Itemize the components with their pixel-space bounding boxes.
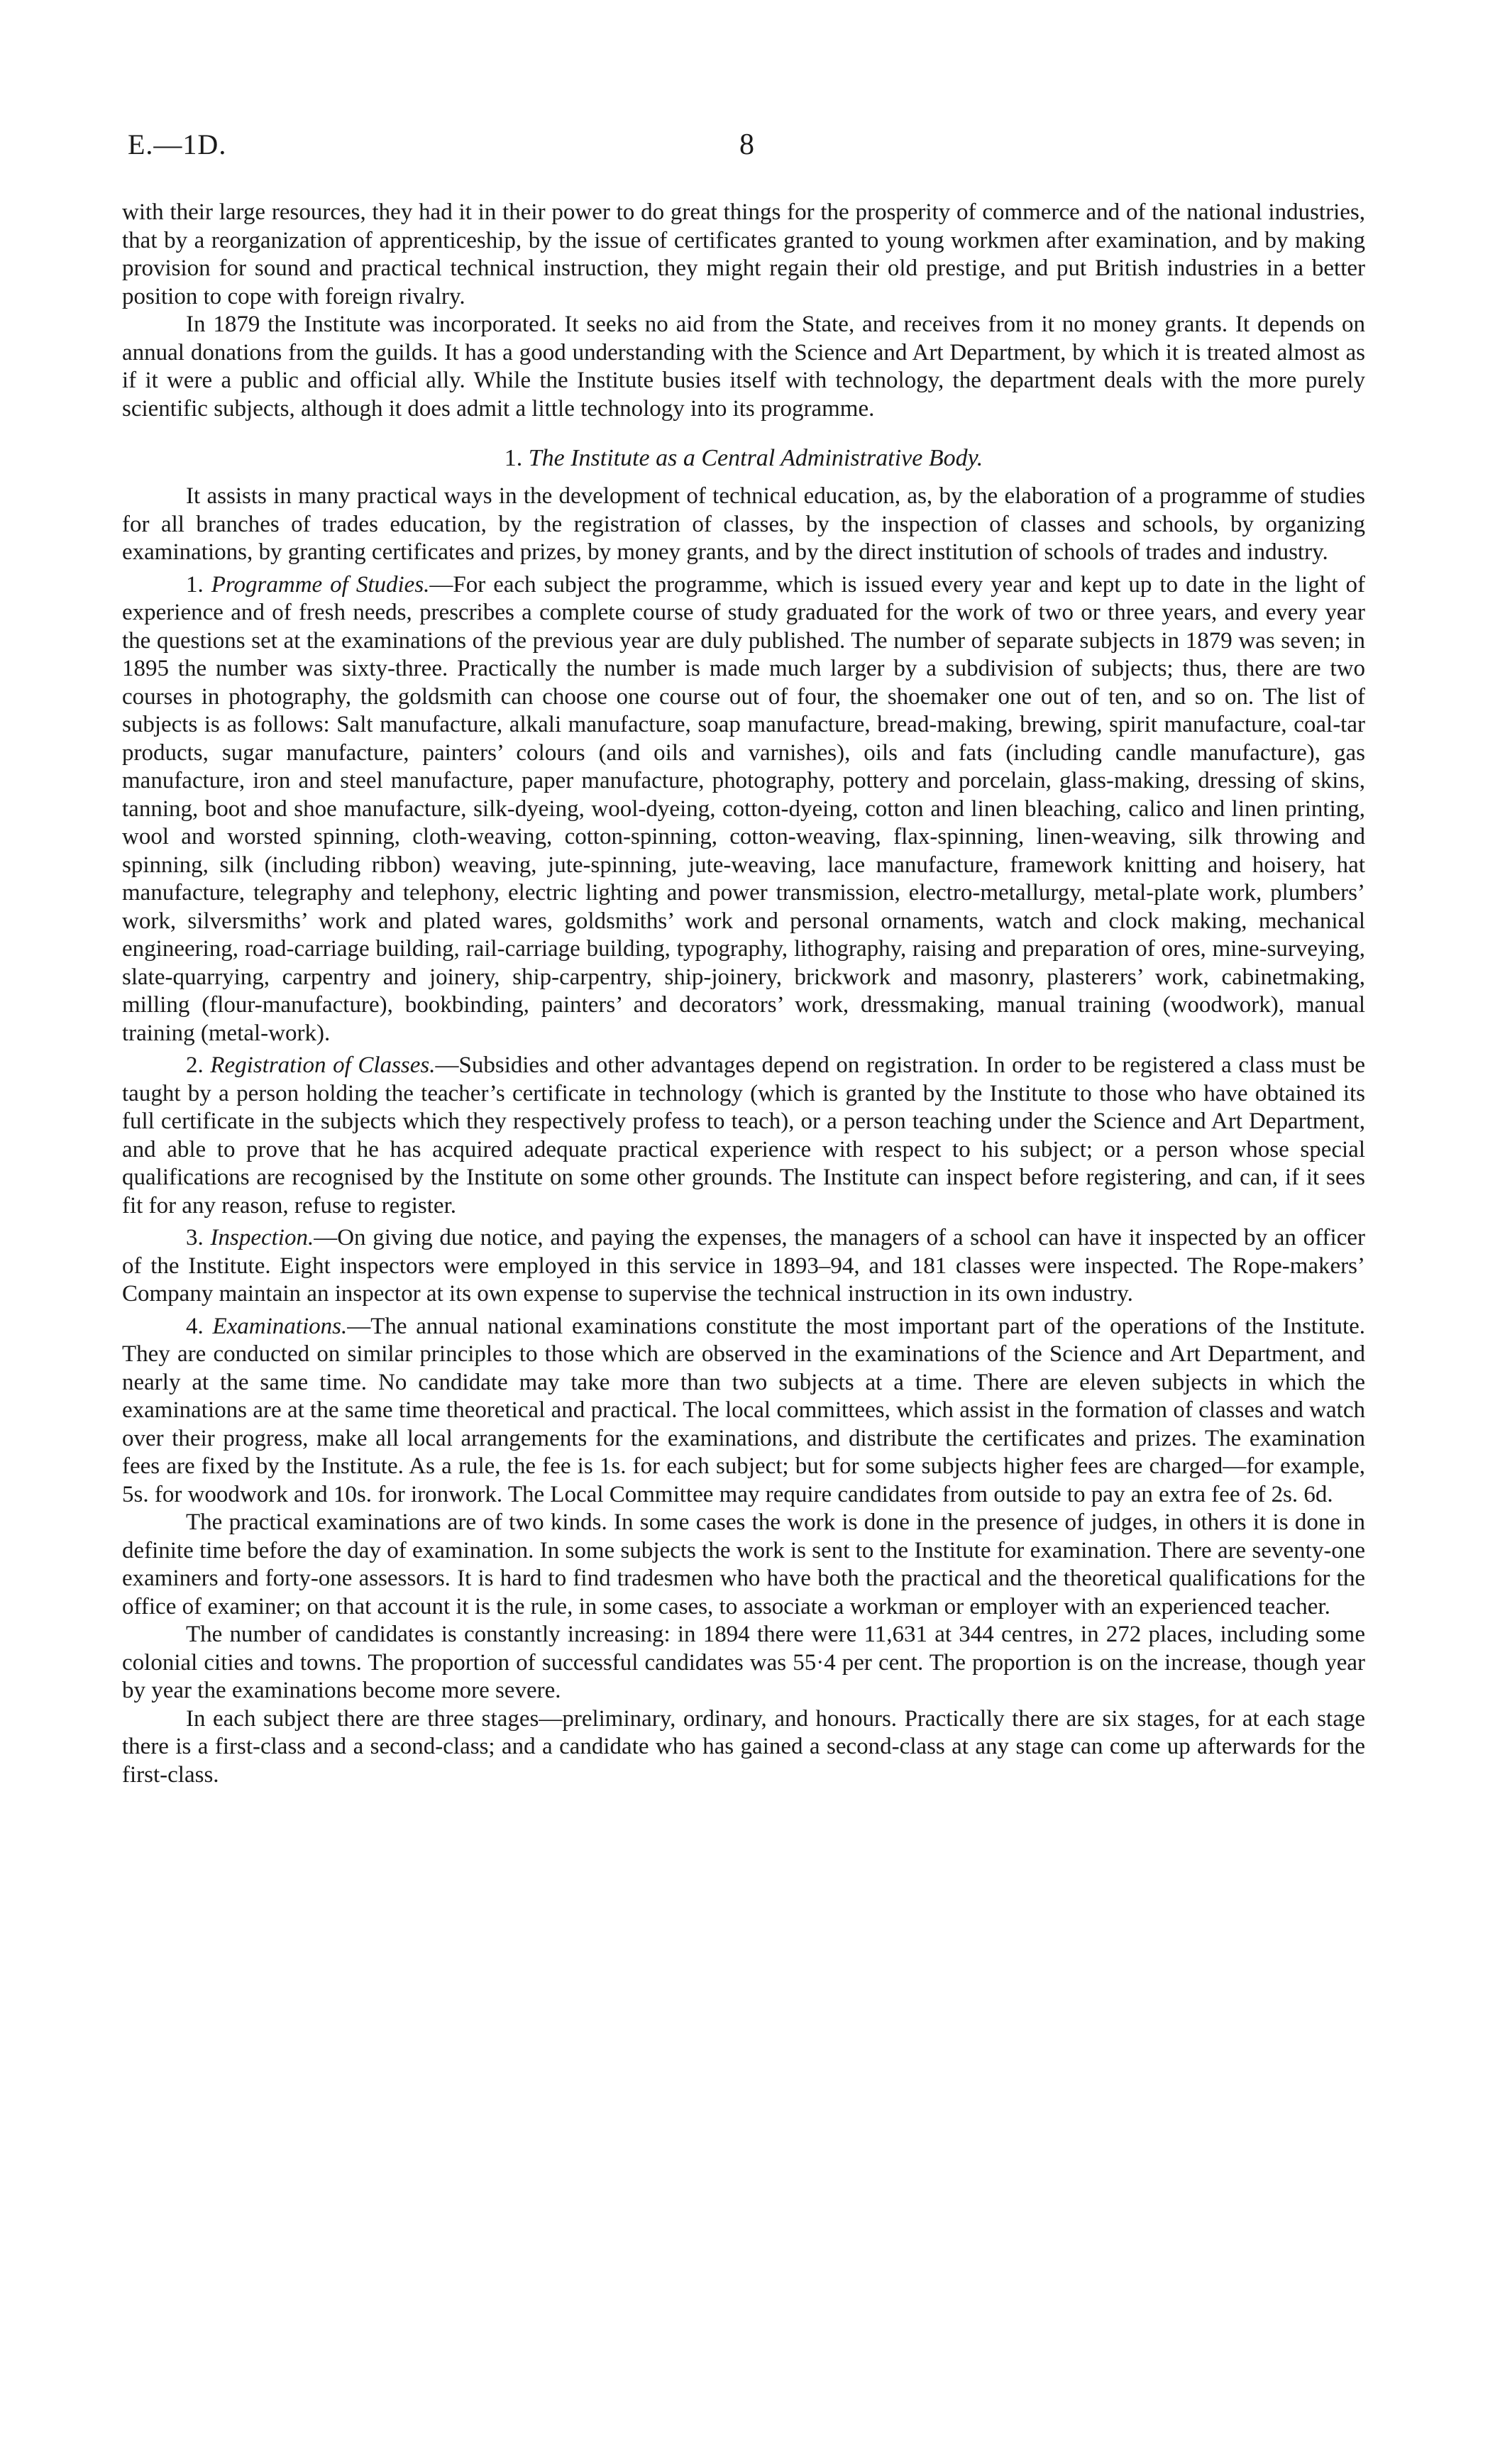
section-heading-number: 1. xyxy=(504,445,523,471)
item-number: 1. xyxy=(186,571,204,598)
paragraph-practical-examinations: The practical examinations are of two kinds. In some cases the work is done in the presence of judges, in others it is done in definite time before the day of examination. In some subjects the work is sent to the Institute for examination. There are seventy-one examiners and forty-one assessors. It is hard to find tradesmen who have both the practical and the theoretical qualifications for the office of examiner; on that account it is the rule, in some cases, to associate a workman or employer with an experienced teacher. xyxy=(122,1509,1365,1619)
paragraph-title: Registration of Classes. xyxy=(210,1052,436,1078)
paragraph-text: —For each subject the programme, which is issued every year and kept up to date in the light of experience and of fresh needs, prescribes a complete course of study graduated for the work of two or three years, and every year the questions set at the examinations of the previous year are duly published. The number of separate subjects in 1879 was seven; in 1895 the number was sixty-three. Practically the number is made much larger by a subdivision of subjects; thus, there are two courses in photography, the goldsmith can choose one course out of four, the shoemaker one out of ten, and so on. The list of subjects is as follows: Salt manufacture, alkali manufacture, soap manufacture, bread-making, brewing, spirit manufacture, coal-tar products, sugar manufacture, painters’ colours (and oils and varnishes), oils and fats (including candle manufacture), gas manufacture, iron and steel manufacture, paper manufacture, photography, pottery and porcelain, glass-making, dressing of skins, tanning, boot and shoe manufacture, silk-dyeing, wool-dyeing, cotton-dyeing, cotton and linen bleaching, calico and linen printing, wool and worsted spinning, cloth-weaving, cotton-spinning, cotton-weaving, flax-spinning, linen-weaving, silk throwing and spinning, silk (including ribbon) weaving, jute-spinning, jute-weaving, lace manufacture, framework knitting and hoisery, hat manufacture, telegraphy and telephony, electric lighting and power transmission, electro-metallurgy, metal-plate work, plumbers’ work, silversmiths’ work and plated wares, goldsmiths’ work and personal ornaments, watch and clock making, mechanical engineering, road-carriage building, rail-carriage building, typography, lithography, raising and preparation of ores, mine-surveying, slate-quarrying, carpentry and joinery, ship-carpentry, ship-joinery, brickwork and masonry, plasterers’ work, cabinetmaking, milling (flour-manufacture), bookbinding, painters’ and decorators’ work, dressmaking, manual training (woodwork), manual training (metal-work). xyxy=(122,571,1365,1046)
paragraph-overview: It assists in many practical ways in the development of technical education, as, by the elaboration of a programme of studies for all branches of trades education, by the registration of classes, by the inspection of classes and schools, by organizing examinations, by granting certificates and prizes, by money grants, and by the direct institution of schools of trades and industry. xyxy=(122,483,1365,565)
document-reference: E.—1D. xyxy=(128,128,227,160)
paragraph-text: —Subsidies and other advantages depend on registration. In order to be registered a class must be taught by a person holding the teacher’s certificate in technology (which is granted by the Institute to those who have obtained its full certificate in the subjects which they respectively profess to teach), or a person teaching under the Science and Art Department, and able to prove that he has acquired adequate practical experience with respect to his subject; or a person whose special qualifications are recognised by the Institute on some other grounds. The Institute can inspect before registering, and can, if it sees fit for any reason, refuse to register. xyxy=(122,1052,1366,1219)
item-number: 2. xyxy=(186,1052,204,1078)
section-heading-title: The Institute as a Central Administrative Body. xyxy=(528,445,983,471)
paragraph-title: Programme of Studies. xyxy=(211,571,430,598)
paragraph-candidates: The number of candidates is constantly increasing: in 1894 there were 11,631 at 344 centres, in 272 places, including some colonial cities and towns. The proportion of successful candidates was 55·4 per cent. The proportion is on the increase, though year by year the examinations become more severe. xyxy=(122,1622,1365,1703)
paragraph-registration-of-classes xyxy=(122,1052,1365,1220)
paragraph-continuation: with their large resources, they had it in their power to do great things for the prosperity of commerce and of the national industries, that by a reorganization of apprenticeship, by the issue of certificates granted to young workmen after examination, and by making provision for sound and practical technical instruction, they might regain their old prestige, and put British industries in a better position to cope with foreign rivalry. xyxy=(122,199,1365,309)
item-number: 3. xyxy=(186,1225,204,1250)
section-heading xyxy=(122,444,1365,473)
page-header xyxy=(128,128,1327,170)
paragraph-examinations xyxy=(122,1313,1365,1509)
paragraph-text: —On giving due notice, and paying the expenses, the managers of a school can have it inspected by an officer of the Institute. Eight inspectors were employed in this service in 1893–94, and 181 classes were inspected. The Rope-makers’ Company maintain an inspector at its own expense to supervise the technical instruction in its own industry. xyxy=(122,1225,1365,1307)
paragraph-incorporation: In 1879 the Institute was incorporated. It seeks no aid from the State, and receives from it no money grants. It depends on annual donations from the guilds. It has a good understanding with the Science and Art Department, by which it is treated almost as if it were a public and official ally. While the Institute busies itself with technology, the department deals with the more purely scientific subjects, although it does admit a little technology into its programme. xyxy=(122,312,1365,422)
page-body xyxy=(122,199,1365,1789)
paragraph-title: Inspection. xyxy=(210,1225,314,1250)
paragraph-programme-of-studies xyxy=(122,571,1365,1048)
page-number: 8 xyxy=(739,128,754,161)
paragraph-inspection xyxy=(122,1224,1365,1309)
paragraph-text: —The annual national examinations constitute the most important part of the operations of the Institute. They are conducted on similar principles to those which are observed in the examinations of the Science and Art Department, and nearly at the same time. No candidate may take more than two subjects at a time. There are eleven subjects in which the examinations are at the same time theoretical and practical. The local committees, which assist in the formation of classes and watch over their progress, make all local arrangements for the examinations, and distribute the certificates and prizes. The examination fees are fixed by the Institute. As a rule, the fee is 1s. for each subject; but for some subjects higher fees are charged—for example, 5s. for woodwork and 10s. for ironwork. The Local Committee may require candidates from outside to pay an extra fee of 2s. 6d. xyxy=(122,1313,1366,1507)
paragraph-title: Examinations. xyxy=(212,1313,348,1339)
item-number: 4. xyxy=(186,1313,204,1339)
paragraph-stages: In each subject there are three stages—preliminary, ordinary, and honours. Practically there are six stages, for at each stage there is a first-class and a second-class; and a candidate who has gained a second-class at any stage can come up afterwards for the first-class. xyxy=(122,1705,1365,1788)
